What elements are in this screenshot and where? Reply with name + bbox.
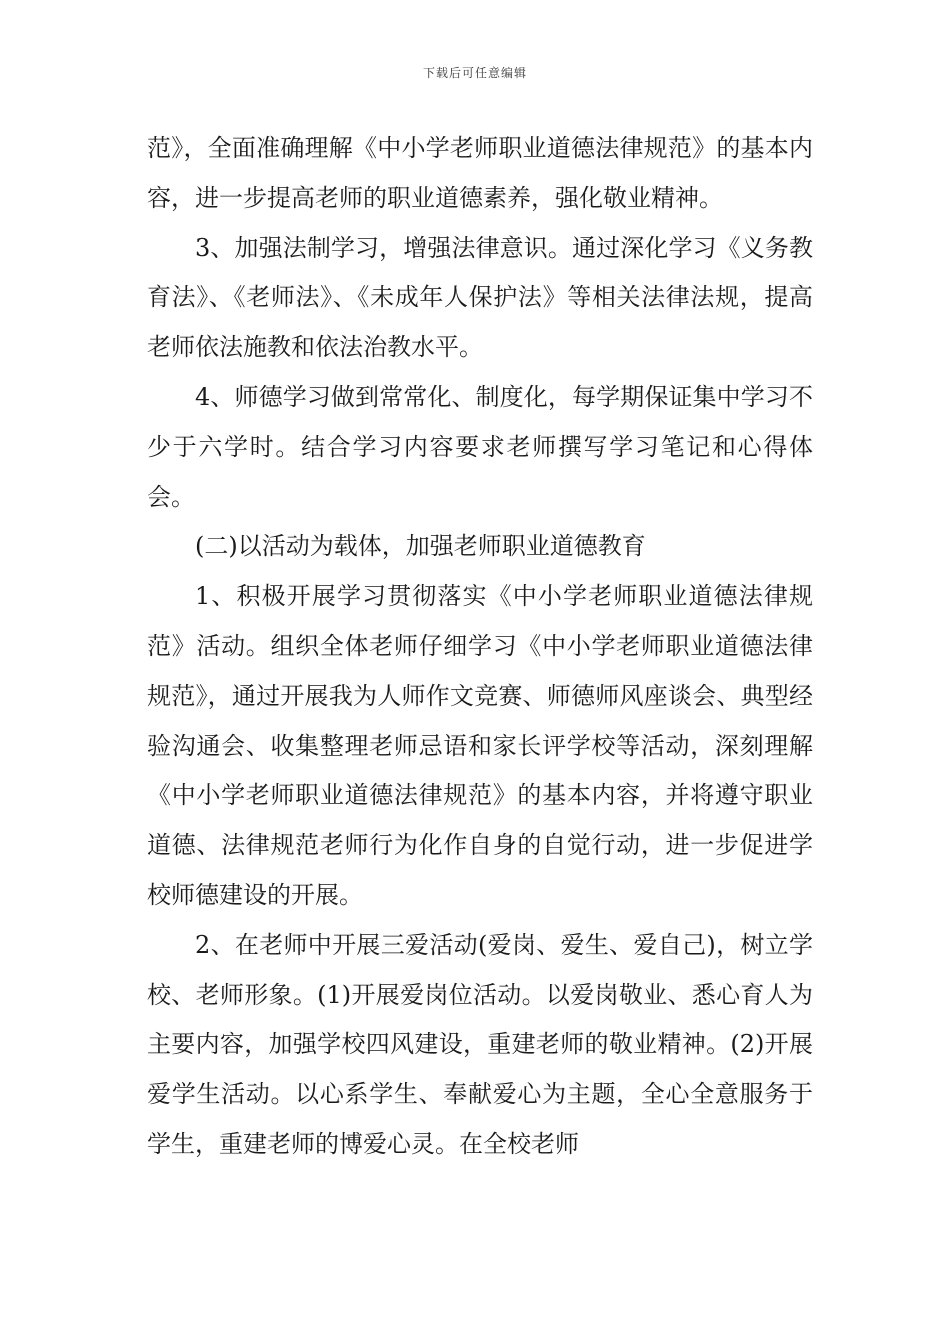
paragraph-5: 2、在老师中开展三爱活动(爱岗、爱生、爱自己)，树立学校、老师形象。(1)开展爱岗位活动。以爱岗敬业、悉心育人为主要内容，加强学校四风建设，重建老师的敬业精神。(2)开展爱学生活动。以心系学生、奉献爱心为主题，全心全意服务于学生，重建老师的博爱心灵。在全校老师: [147, 930, 813, 1158]
paragraph-1: 范》，全面准确理解《中小学老师职业道德法律规范》的基本内容，进一步提高老师的职业道德素养，强化敬业精神。: [147, 134, 813, 212]
page-header: 下载后可任意编辑: [422, 66, 527, 80]
paragraph-4: 1、积极开展学习贯彻落实《中小学老师职业道德法律规范》活动。组织全体老师仔细学习《中小学老师职业道德法律规范》，通过开展我为人师作文竞赛、师德师风座谈会、典型经验沟通会、收集整理老师忌语和家长评学校等活动，深刻理解《中小学老师职业道德法律规范》的基本内容，并将遵守职业道德、法律规范老师行为化作自身的自觉行动，进一步促进学校师德建设的开展。: [147, 582, 813, 909]
section-heading: (二)以活动为载体，加强老师职业道德教育: [195, 532, 646, 561]
document-body: [147, 124, 813, 1170]
paragraph-2: 3、加强法制学习，增强法律意识。通过深化学习《义务教育法》、《老师法》、《未成年人保护法》等相关法律法规，提高老师依法施教和依法治教水平。: [147, 233, 813, 362]
paragraph-3: 4、师德学习做到常常化、制度化，每学期保证集中学习不少于六学时。结合学习内容要求老师撰写学习笔记和心得体会。: [147, 382, 813, 511]
